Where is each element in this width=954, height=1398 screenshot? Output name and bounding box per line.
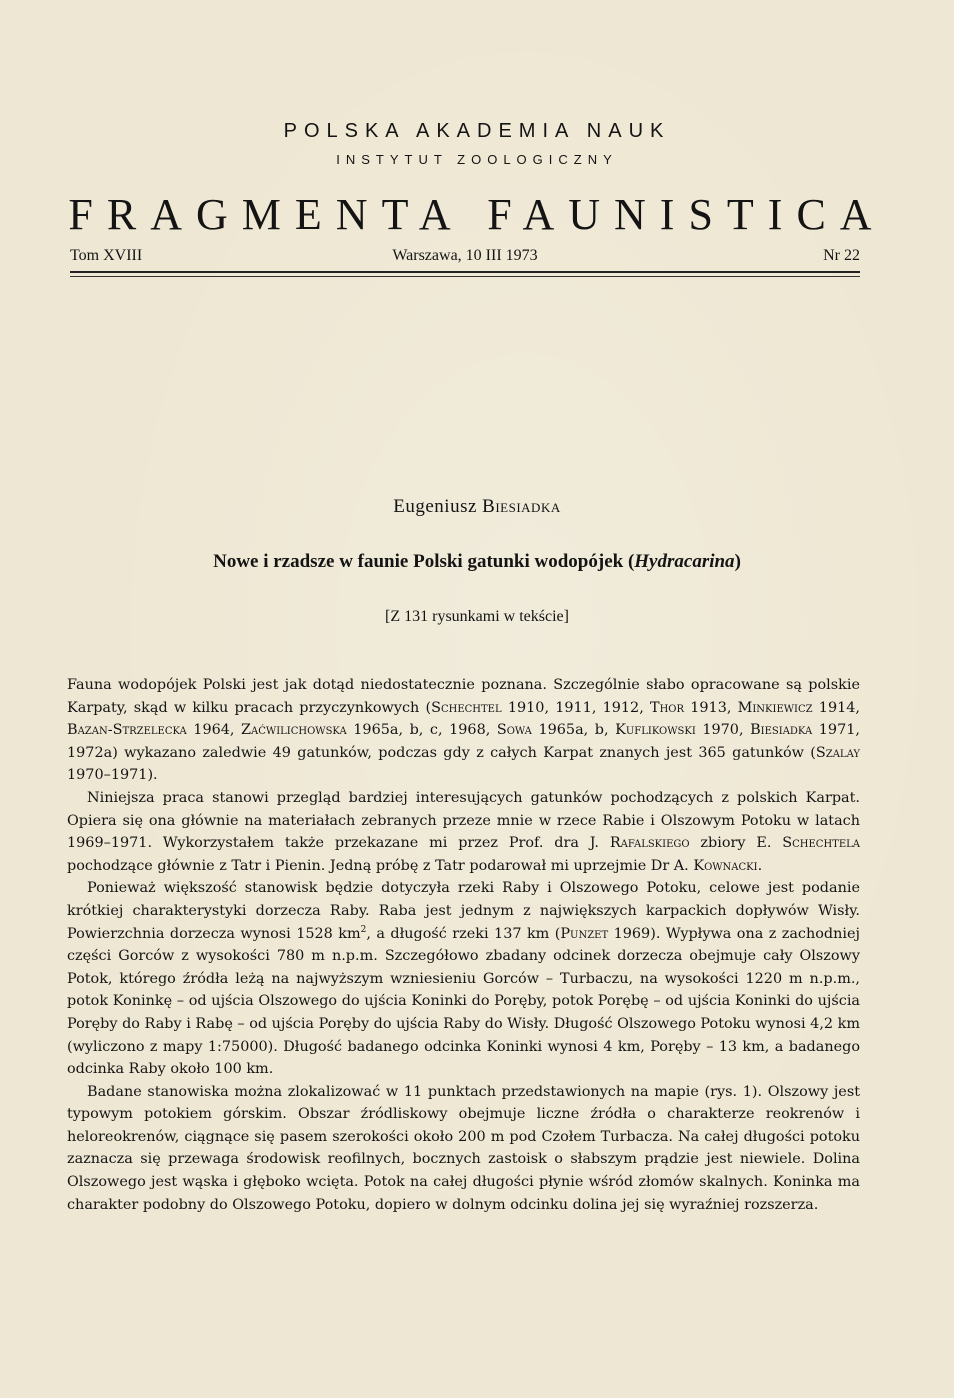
citation-rafalskiego: Rafalskiego <box>609 835 690 852</box>
paragraph-2 <box>67 787 860 877</box>
header-rule-thin <box>70 276 860 277</box>
p1-text-d: 1914, <box>812 699 860 716</box>
volume-label: Tom XVIII <box>70 247 143 264</box>
academy-name: POLSKA AKADEMIA NAUK <box>283 120 671 142</box>
institute-name: INSTYTUT ZOOLOGICZNY <box>336 152 618 167</box>
author-first-name: Eugeniusz <box>393 496 477 517</box>
p1-text-c: 1913, <box>684 699 738 716</box>
p3-text-c: 1969). Wypływa ona z zachodniej części Gorców z wysokości 780 m n.p.m. Szczegółowo zbadany odcinek dorzecza obejmuje cały Olszowy Potok, którego źródła leżą na najwyższym wzniesieniu Gorców – Turbaczu, na wysokości 1220 m n.p.m., potok Koninkę – od ujścia Olszowego do ujścia Koninki do Poręby, potok Porębę – od ujścia Koninki do ujścia Poręby do Raby i Rabę – od ujścia Poręby do ujścia Raby do Wisły. Długość Olszowego Potoku wynosi 4,2 km (wyliczono z mapy 1:75000). Długość badanego odcinka Koninki wynosi 4 km, Poręby – 13 km, a badanego odcinka Raby około 100 km. <box>67 925 860 1078</box>
citation-minkiewicz: Minkiewicz <box>737 699 813 716</box>
p1-text-f: 1965a, b, c, 1968, <box>346 722 497 739</box>
title-close: ) <box>734 551 741 572</box>
p2-text-d: . <box>757 857 763 874</box>
p2-text-a: Niniejsza praca stanowi przegląd bardziej interesujących gatunków pochodzących z polskich Karpat. Opiera się ona głównie na materiałach zebranych przeze mnie w rzece Rabie i Olszowym Potoku w latach 1969–1971. Wykorzystałem także przekazane mi przez Prof. dra J. <box>67 789 860 852</box>
p1-text-h: 1970, <box>695 722 751 739</box>
citation-kownacki: Kownacki <box>693 857 758 874</box>
p1-text-a: Fauna wodopójek Polski jest jak dotąd niedostatecznie poznana. Szczególnie słabo opracowane są polskie Karpaty, skąd w kilku pracach przyczynkowych ( <box>67 677 860 716</box>
citation-punzet: Punzet <box>560 925 609 942</box>
p3-text-b: , a długość rzeki 137 km ( <box>366 925 561 942</box>
p1-text-e: 1964, <box>186 722 242 739</box>
journal-title: FRAGMENTA FAUNISTICA <box>68 190 886 239</box>
issue-number-label: Nr 22 <box>823 247 860 264</box>
p2-text-b: zbiory E. <box>689 835 783 852</box>
article-title <box>0 551 954 573</box>
citation-szalay: Szalay <box>815 744 860 761</box>
paragraph-4: Badane stanowiska można zlokalizować w 11 punktach przedstawionych na mapie (rys. 1). Olszowy jest typowym potokiem górskim. Obszar źródliskowy obejmuje liczne źródła o charakterze reokrenów i heloreokrenów, ciągnące się pasem szerokości około 200 m pod Czołem Turbacza. Na całej długości potoku zaznacza się przewaga środowisk reofilnych, bocznych zastoisk o słabszym prądzie jest niewiele. Dolina Olszowego jest wąska i głęboko wcięta. Potok na całej długości płynie wśród złomów skalnych. Koninka ma charakter podobny do Olszowego Potoku, dopiero w dolnym odcinku dolina jej się wyraźniej rozszerza. <box>67 1083 860 1213</box>
p1-text-g: 1965a, b, <box>531 722 616 739</box>
p1-text-i: 1971, 1972a) wykazano zaledwie 49 gatunków, podczas gdy z całych Karpat znanych jest 365 gatunków ( <box>67 722 860 761</box>
header-rule-thick <box>70 271 860 273</box>
article-subtitle: [Z 131 rysunkami w tekście] <box>385 608 569 625</box>
paragraph-3 <box>67 877 860 1080</box>
place-date-label: Warszawa, 10 III 1973 <box>392 247 538 264</box>
citation-thor: Thor <box>649 699 685 716</box>
author-last-name: Biesiadka <box>482 496 561 517</box>
p3-text-a: Ponieważ większość stanowisk będzie dotyczyła rzeki Raby i Olszowego Potoku, celowe jest podanie krótkiej charakterystyki dorzecza Raby. Raba jest jednym z największych karpackich dopływów Wisły. Powierzchnia dorzecza wynosi 1528 km <box>67 880 860 942</box>
citation-schechtela: Schechtela <box>782 835 861 852</box>
p3-superscript: 2 <box>360 924 367 935</box>
p1-text-j: 1970–1971). <box>67 767 158 784</box>
citation-bazan-strzelecka: Bazan-Strzelecka <box>67 722 187 739</box>
p2-text-c: pochodzące głównie z Tatr i Pienin. Jedną próbę z Tatr podarował mi uprzejmie Dr A. <box>67 857 694 874</box>
article-body <box>67 674 860 1216</box>
paragraph-1 <box>67 674 860 787</box>
p1-text-b: 1910, 1911, 1912, <box>501 699 650 716</box>
issue-meta-row <box>70 247 860 267</box>
citation-sowa: Sowa <box>496 722 532 739</box>
article-author <box>0 496 954 518</box>
citation-schechtel: Schechtel <box>431 699 502 716</box>
citation-zacwilichowska: Zaćwilichowska <box>241 722 347 739</box>
citation-kuflikowski: Kuflikowski <box>615 722 696 739</box>
title-taxon: Hydracarina <box>634 551 735 572</box>
title-main: Nowe i rzadsze w faunie Polski gatunki wodopójek ( <box>213 551 635 572</box>
citation-biesiadka: Biesiadka <box>750 722 813 739</box>
